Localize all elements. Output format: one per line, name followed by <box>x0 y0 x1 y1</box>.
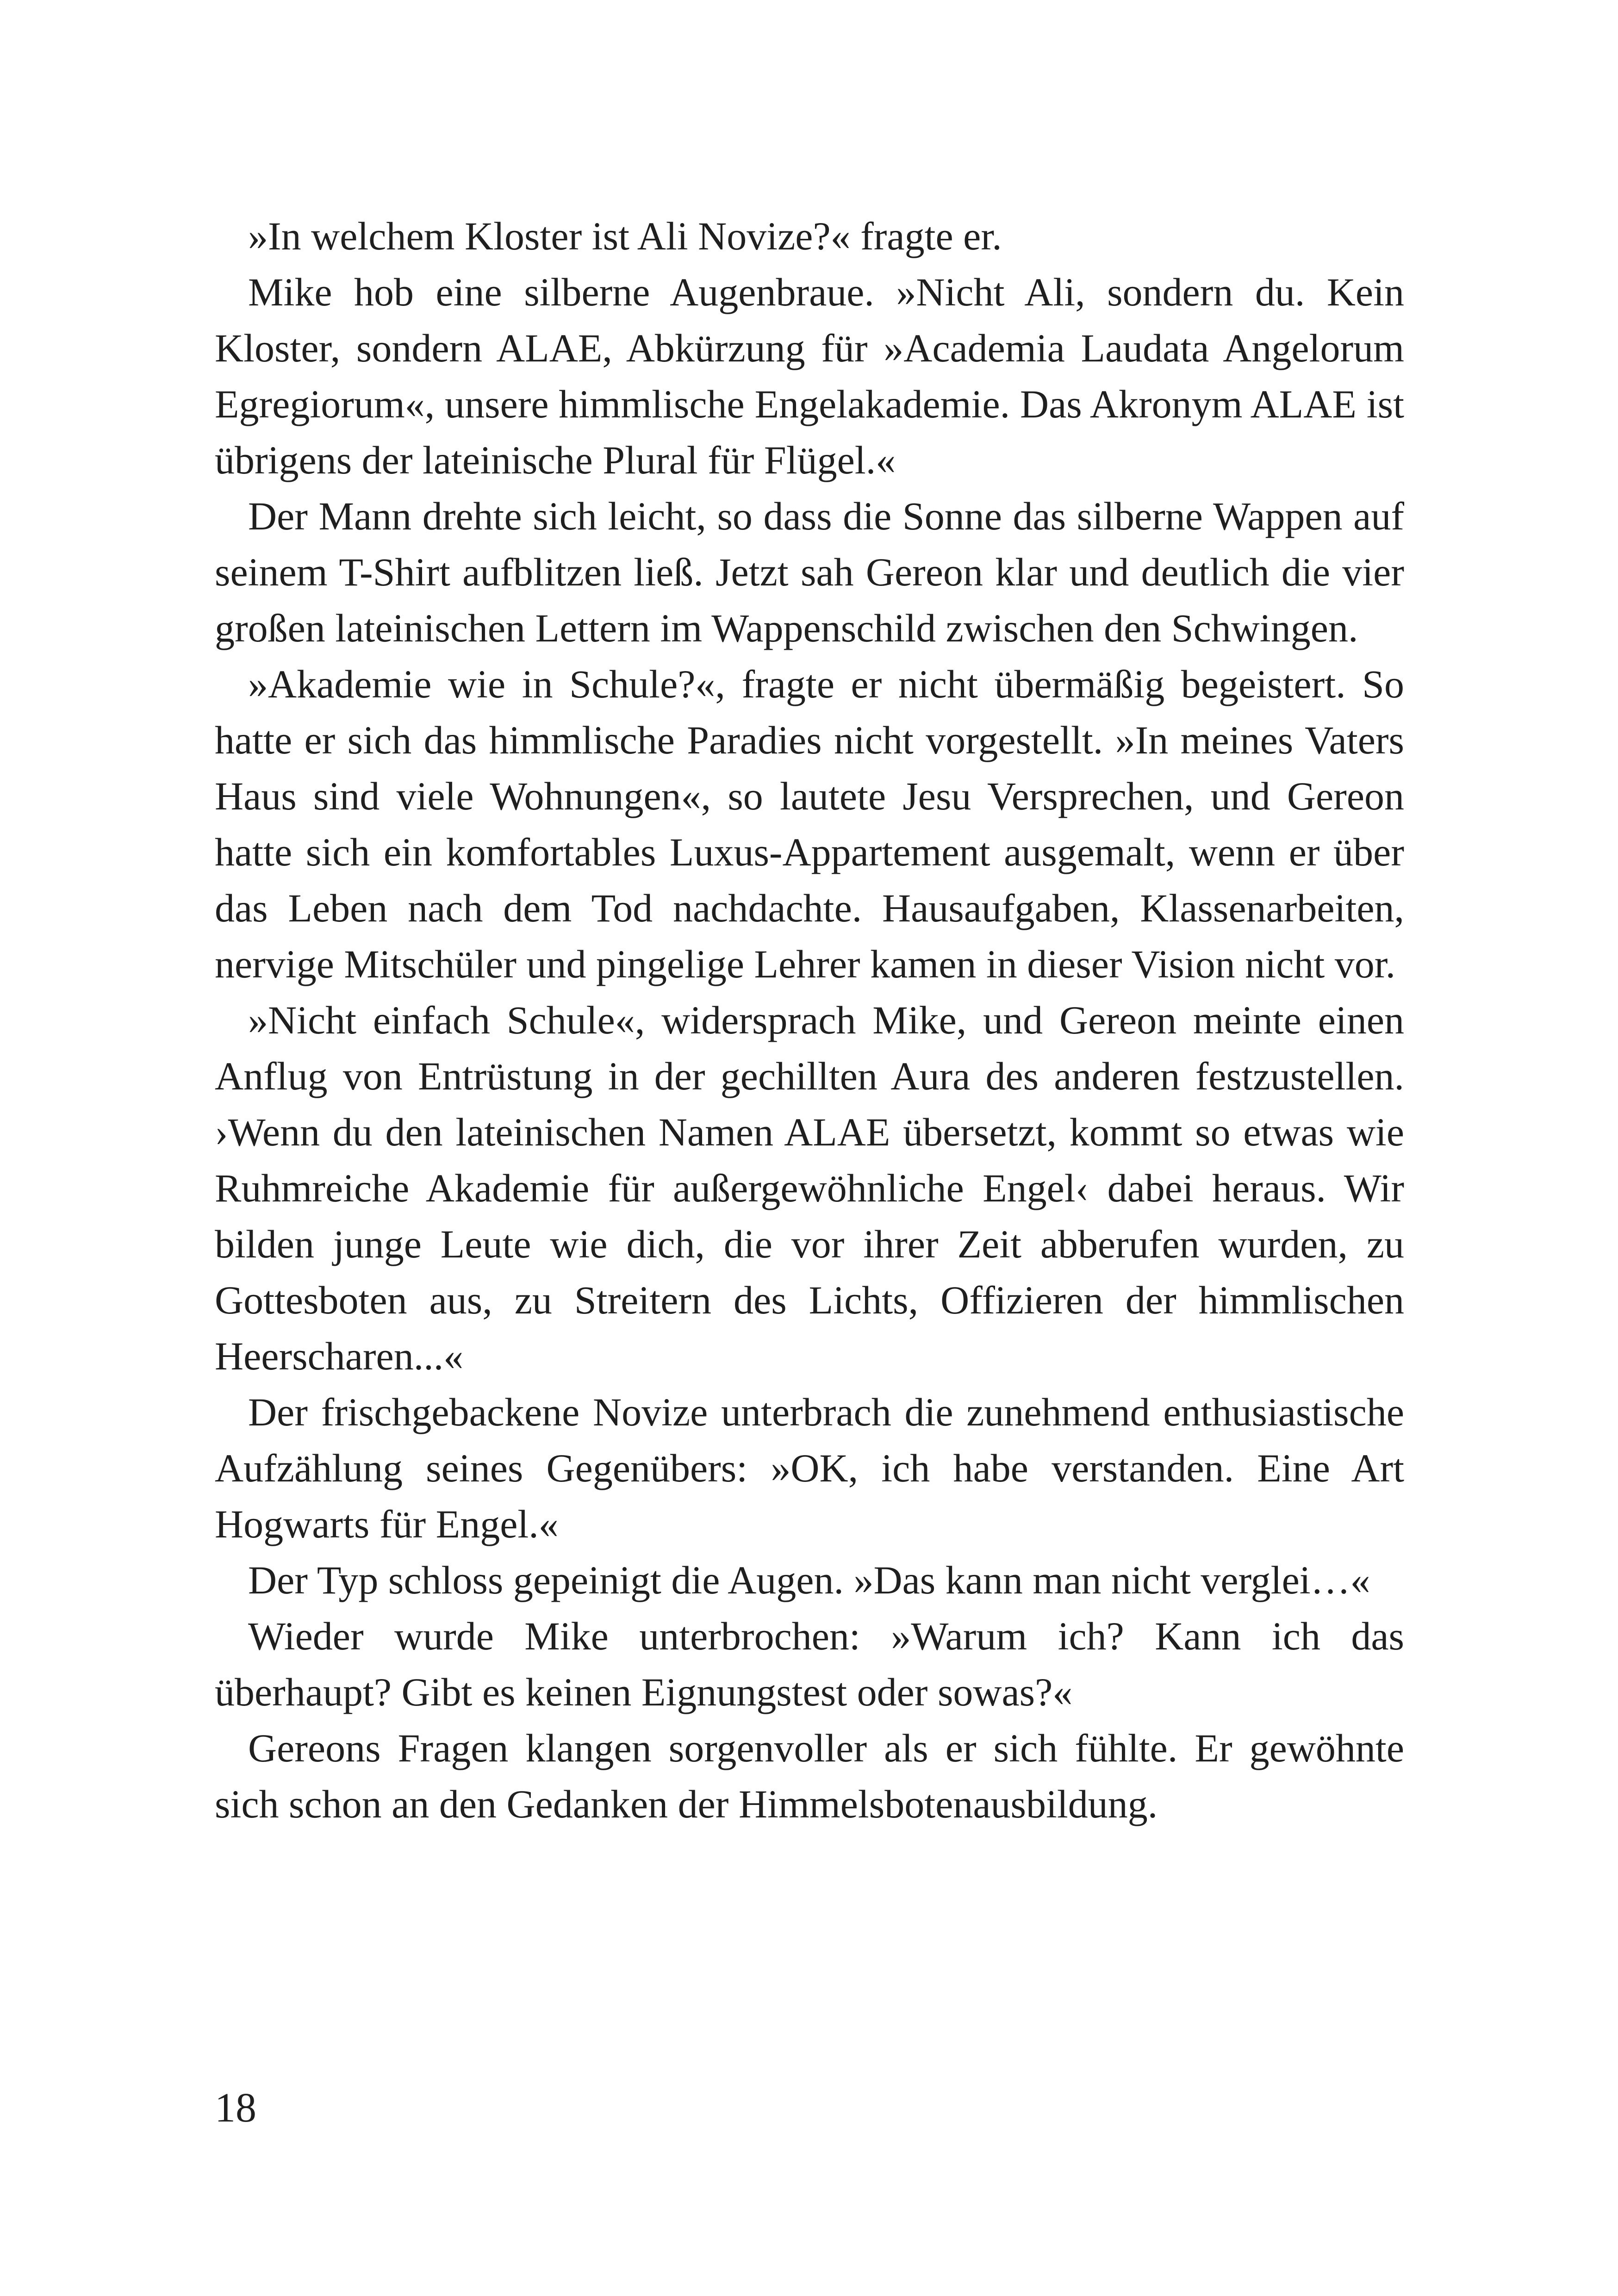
paragraph: Der Typ schloss gepeinigt die Augen. »Das kann man nicht verglei…« <box>248 1558 1370 1602</box>
paragraph: Gereons Fragen klangen sorgenvoller als er sich fühlte. Er gewöhnte sich schon an den Gedanken der Himmelsbotenausbildung. <box>215 1726 1404 1826</box>
body-text <box>215 208 1404 1832</box>
paragraph: »Nicht einfach Schule«, widersprach Mike, und Gereon meinte einen Anflug von Entrüstung in der gechillten Aura des anderen festzustellen. ›Wenn du den lateinischen Namen ALAE übersetzt, kommt so etwas wie Ruhmreiche Akademie für außergewöhnliche Engel‹ dabei heraus. Wir bilden junge Leute wie dich, die vor ihrer Zeit abberufen wurden, zu Gottesboten aus, zu Streitern des Lichts, Offizieren der himmlischen Heerscharen...« <box>215 998 1404 1378</box>
paragraph: »Akademie wie in Schule?«, fragte er nicht übermäßig begeistert. So hatte er sich das himmlische Paradies nicht vorgestellt. »In meines Vaters Haus sind viele Wohnungen«, so lautete Jesu Versprechen, und Gereon hatte sich ein komfortables Luxus-Appartement ausgemalt, wenn er über das Leben nach dem Tod nachdachte. Hausaufgaben, Klassenarbeiten, nervige Mitschüler und pingelige Lehrer kamen in dieser Vision nicht vor. <box>215 662 1404 986</box>
paragraph: Wieder wurde Mike unterbrochen: »Warum ich? Kann ich das überhaupt? Gibt es keinen Eignungstest oder sowas?« <box>215 1614 1404 1714</box>
page-number: 18 <box>215 2085 256 2131</box>
paragraph: Der frischgebackene Novize unterbrach die zunehmend enthusiastische Aufzählung seines Gegenübers: »OK, ich habe verstanden. Eine Art Hogwarts für Engel.« <box>215 1390 1404 1546</box>
paragraph: Mike hob eine silberne Augenbraue. »Nicht Ali, sondern du. Kein Kloster, sondern ALAE, Abkürzung für »Academia Laudata Angelorum Egregiorum«, unsere himmlische Engelakademie. Das Akronym ALAE ist übrigens der lateinische Plural für Flügel.« <box>215 270 1404 482</box>
paragraph: »In welchem Kloster ist Ali Novize?« fragte er. <box>248 214 1002 258</box>
paragraph: Der Mann drehte sich leicht, so dass die Sonne das silberne Wappen auf seinem T-Shirt aufblitzen ließ. Jetzt sah Gereon klar und deutlich die vier großen lateinischen Lettern im Wappenschild zwischen den Schwingen. <box>215 494 1404 650</box>
